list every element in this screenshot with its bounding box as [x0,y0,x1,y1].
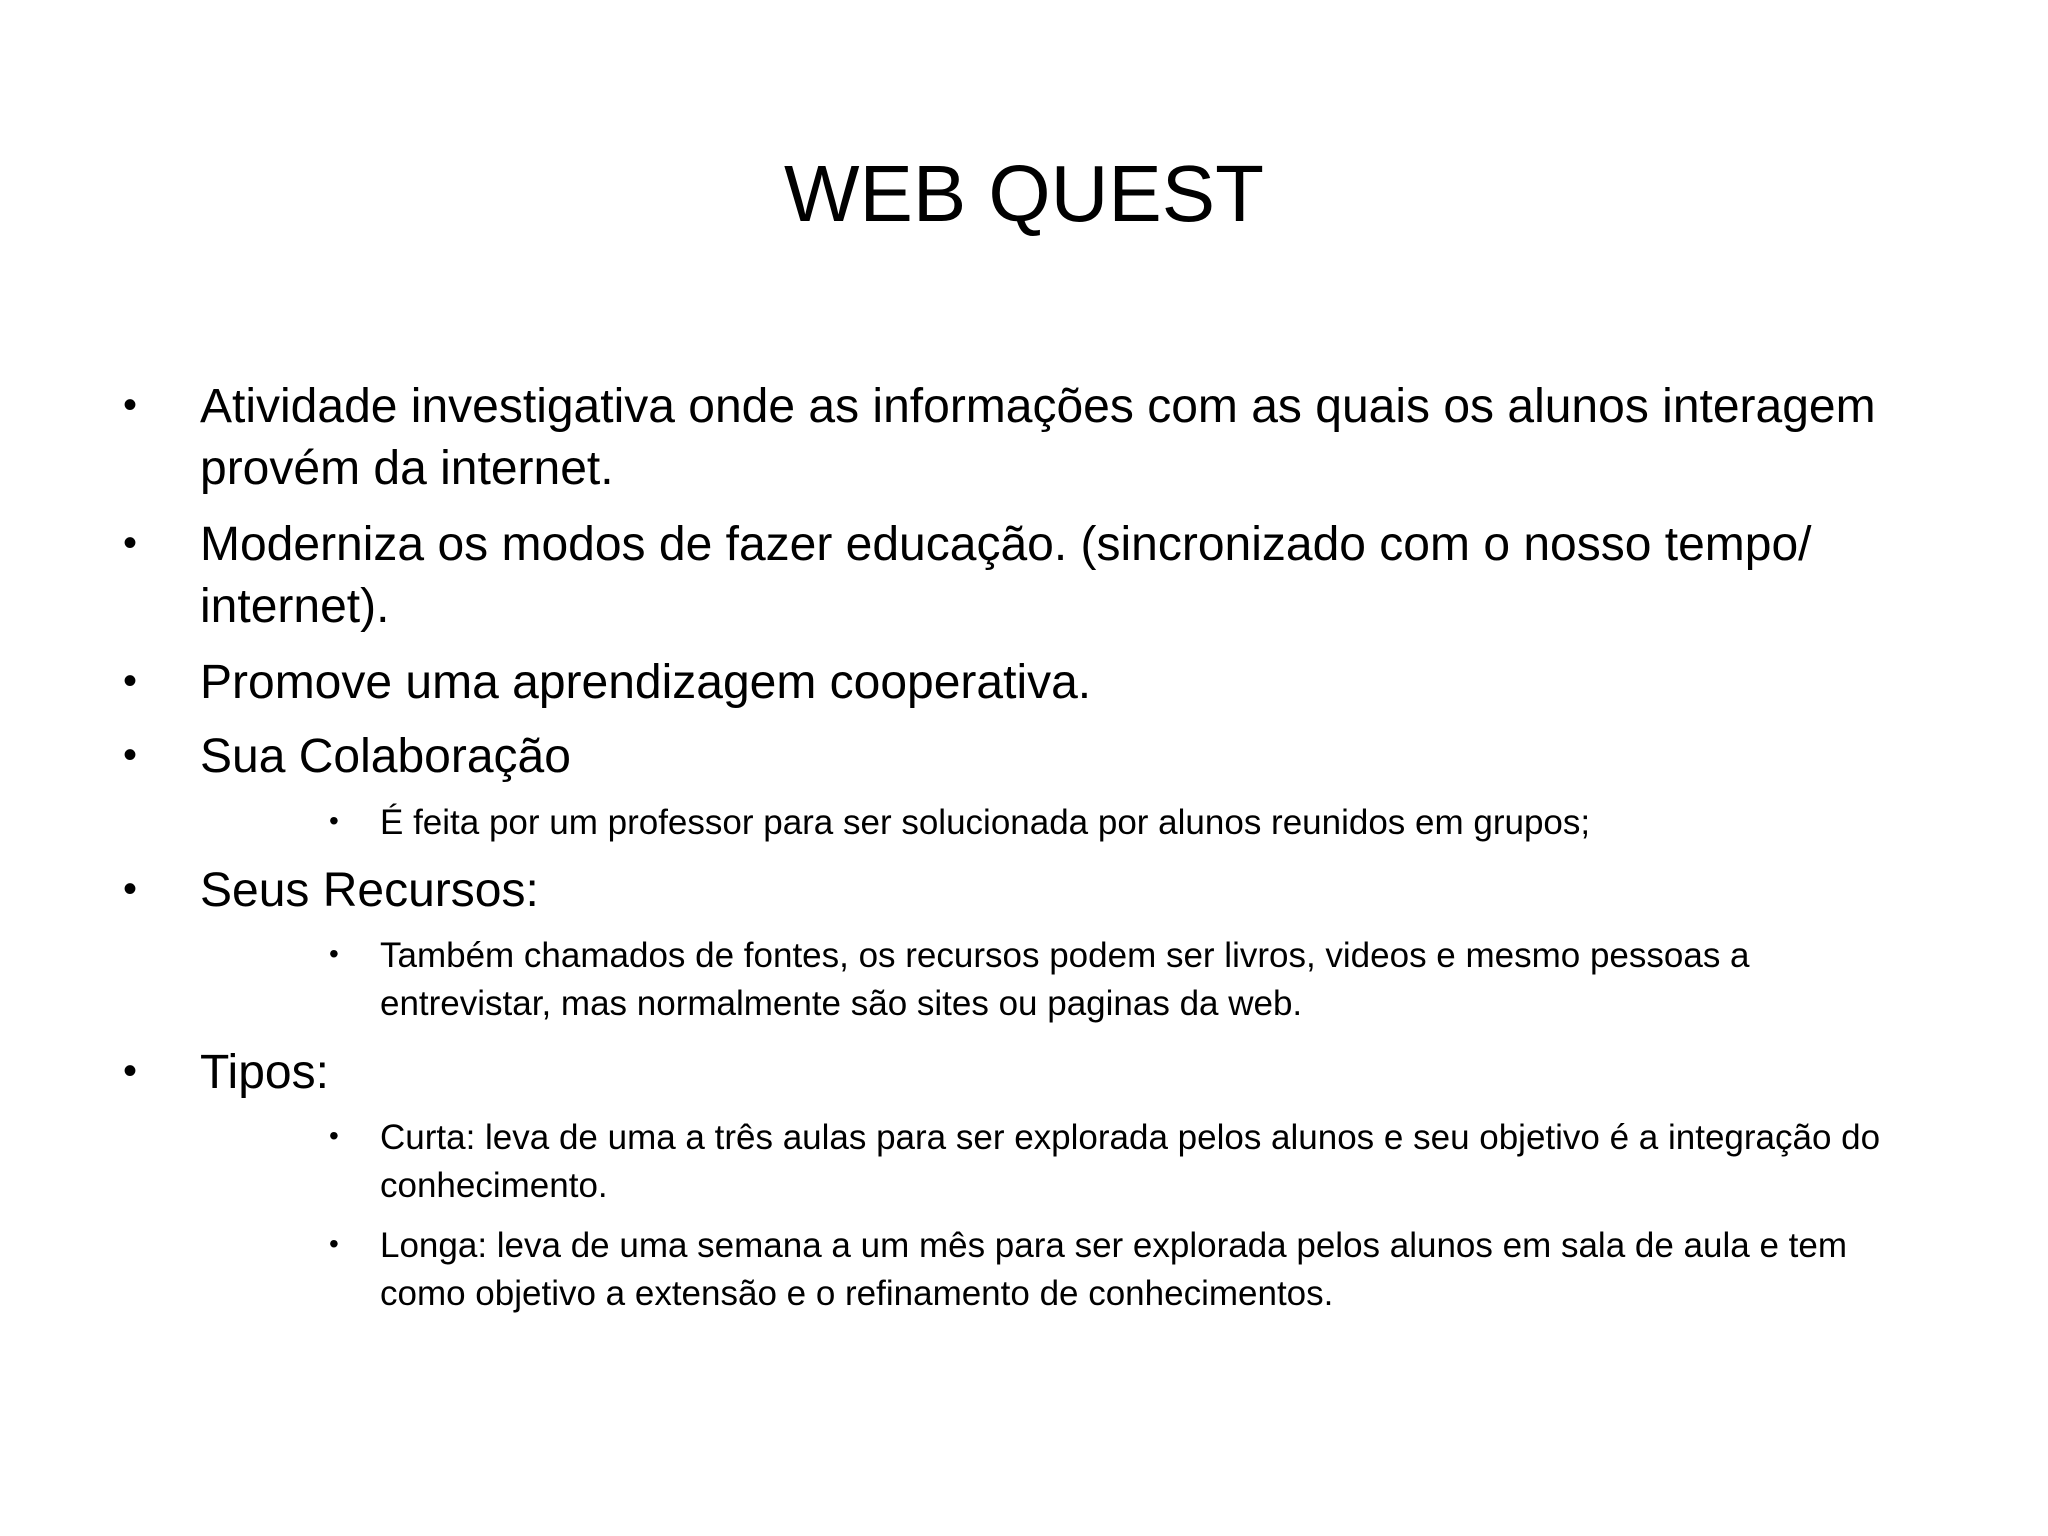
bullet-icon: • [329,1228,339,1259]
bullet-icon: • [123,521,138,565]
bullet-icon: • [123,733,138,777]
bullet-icon: • [123,383,138,427]
bullet-text: Promove uma aprendizagem cooperativa. [200,656,1092,709]
sub-bullet-item-short [329,1114,1900,1210]
bullet-icon: • [123,659,138,703]
bullet-icon: • [329,938,339,969]
bullet-text: Seus Recursos: [200,864,539,917]
bullet-item-types [123,1042,1960,1104]
bullet-text: Sua Colaboração [200,730,571,783]
bullet-item-cooperative [123,652,1960,714]
bullet-text: Moderniza os modos de fazer educação. (sincronizado com o nosso tempo/ internet). [200,518,1812,633]
sub-bullet-item-made-by-teacher [329,799,1900,847]
slide-title: WEB QUEST [783,149,1265,238]
bullet-item-collaboration [123,726,1960,788]
bullet-text: Atividade investigativa onde as informações com as quais os alunos interagem provém da internet. [200,380,1876,495]
bullet-item-activity [123,376,1960,500]
bullet-text: É feita por um professor para ser solucionada por alunos reunidos em grupos; [380,803,1591,842]
bullet-item-resources [123,860,1960,922]
bullet-text: Longa: leva de uma semana a um mês para ser explorada pelos alunos em sala de aula e tem como objetivo a extensão e o refinamento de conhecimentos. [380,1226,1847,1313]
bullet-icon: • [123,1049,138,1093]
bullet-text: Também chamados de fontes, os recursos podem ser livros, videos e mesmo pessoas a entrevistar, mas normalmente são sites ou paginas da web. [380,936,1750,1023]
bullet-icon: • [123,867,138,911]
bullet-icon: • [329,805,339,836]
bullet-text: Curta: leva de uma a três aulas para ser explorada pelos alunos e seu objetivo é a integração do conhecimento. [380,1118,1881,1205]
bullet-text: Tipos: [200,1046,329,1099]
sub-bullet-item-sources [329,932,1900,1028]
sub-bullet-item-long [329,1222,1900,1318]
bullet-item-modernize [123,514,1960,638]
bullet-icon: • [329,1120,339,1151]
